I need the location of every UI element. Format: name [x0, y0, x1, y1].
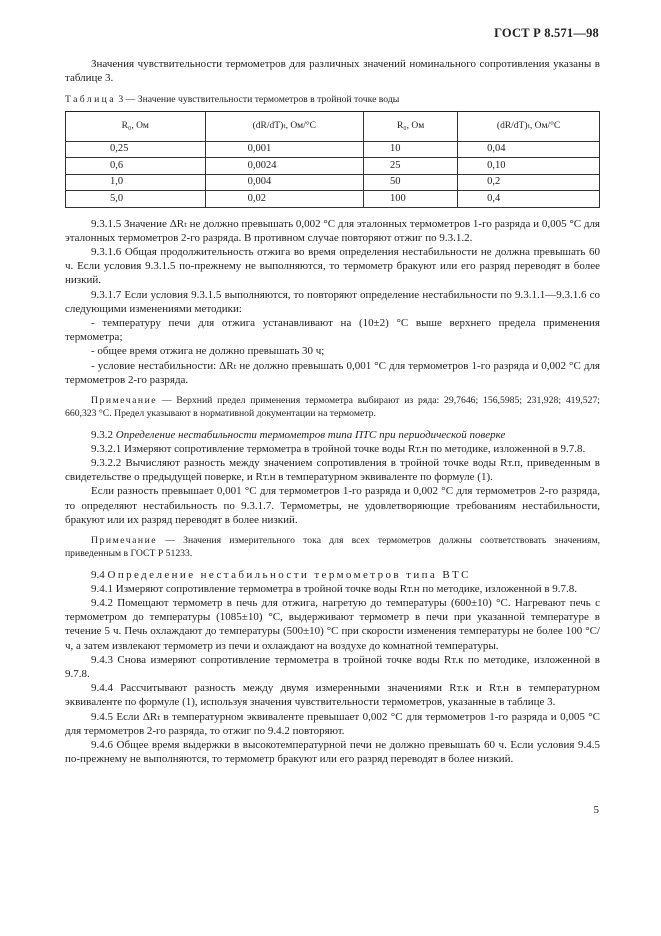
- page-number: 5: [593, 804, 599, 816]
- intro-paragraph: Значения чувствительности термометров для различных значений номинального сопротивления указаны в таблице 3.: [65, 58, 600, 85]
- table-cell: 0,4: [458, 191, 600, 208]
- sensitivity-table: [65, 111, 600, 208]
- table-cell: 0,6: [66, 158, 206, 175]
- col-header-sens-1: (dR/dT)ₜ, Ом/°С: [205, 111, 363, 141]
- table-header-row: [66, 111, 600, 141]
- table-cell: 50: [363, 174, 457, 191]
- table-cell: 0,02: [205, 191, 363, 208]
- paragraph-9-4-1: 9.4.1 Измеряют сопротивление термометра в тройной точке воды Rт.н по методике, изложенной в 9.7.8.: [91, 582, 578, 595]
- paragraph-9-3-1-7: 9.3.1.7 Если условия 9.3.1.5 выполняются, то повторяют определение нестабильности по 9.3.1.1—9.3.1.6 со следующими изменениями методики:: [65, 288, 600, 315]
- col-header-r0-2: R₀, Ом: [363, 111, 457, 141]
- table-cell: 0,04: [458, 141, 600, 158]
- note-upper-limit: [65, 395, 600, 421]
- list-item: - общее время отжига не должно превышать 30 ч;: [91, 345, 325, 358]
- table-cell: 0,001: [205, 141, 363, 158]
- note-label: Примечание: [91, 535, 158, 547]
- paragraph-9-3-1-6: 9.3.1.6 Общая продолжительность отжига во время определения нестабильности не должна превышать 60 ч. Если условия 9.3.1.5 по-прежнему не выполняются, то термометр бракуют или его разряд переводят в более низкий.: [65, 246, 600, 287]
- document-code-header: ГОСТ Р 8.571—98: [494, 26, 599, 40]
- table-caption-text: 3 — Значение чувствительности термометров в тройной точке воды: [118, 94, 400, 106]
- paragraph-9-4-2: 9.4.2 Помещают термометр в печь для отжига, нагретую до температуры (600±10) °С. Нагревают печь с термометром до температуры (1085±10) °С, выдерживают термометр в печи при указанной температуре в течение 5 ч. Печь охлаждают до температуры (500±10) °С при скорости изменения температуры не более 100 °С/ч, а затем извлекают термометр из печи и охлаждают на воздухе до комнатной температуры.: [65, 597, 600, 652]
- table-cell: 5,0: [66, 191, 206, 208]
- note-measuring-current: [65, 535, 600, 561]
- table-caption: [65, 93, 600, 107]
- section-number: 9.4: [91, 568, 105, 581]
- table-row: [66, 174, 600, 191]
- col-header-r0-1: R₀, Ом: [66, 111, 206, 141]
- table-cell: 10: [363, 141, 457, 158]
- paragraph-9-3-2-1: 9.3.2.1 Измеряют сопротивление термометра в тройной точке воды Rт.н по методике, изложенной в 9.7.8.: [91, 442, 586, 455]
- section-heading-9-4: [65, 568, 600, 582]
- paragraph-9-4-5: 9.4.5 Если ΔRₜ в температурном эквиваленте превышает 0,002 °С для термометров 1-го разряда и 0,005 °С для термометров 2-го разряда, то отжиг по 9.4.2 повторяют.: [65, 710, 600, 737]
- paragraph-9-3-2-2: 9.3.2.2 Вычисляют разность между значением сопротивления в тройной точке воды Rт.п, приведенным в свидетельстве о предыдущей поверке, и Rт.н в температурном эквиваленте по формуле (1).: [65, 457, 600, 484]
- table-cell: 0,10: [458, 158, 600, 175]
- table-cell: 1,0: [66, 174, 206, 191]
- section-title: Определение нестабильности термометров типа ПТС при периодической поверке: [115, 428, 506, 441]
- paragraph-9-3-2-2-continued: Если разность превышает 0,001 °С для термометров 1-го разряда и 0,002 °С для термометров 2-го разряда, то определяют нестабильность по 9.3.1.7. Термометры, не удовлетворяющие требованиям нестабильности, бракуют или их разряд переводят в более низкий.: [65, 485, 600, 526]
- col-header-sens-2: (dR/dT)ₜ, Ом/°С: [458, 111, 600, 141]
- table-caption-label: Таблица: [65, 94, 116, 106]
- note-text: — Верхний предел применения термометра выбирают из ряда: 29,7646; 156,5985; 231,928; 419,527; 660,323 °С. Предел указывают в нормативной документации на термометр.: [65, 395, 600, 419]
- list-item: - условие нестабильности: ΔRₜ не должно превышать 0,001 °С для термометров 1-го разряда и 0,002 °С для термометров 2-го разряда.: [65, 359, 600, 386]
- section-heading-9-3-2: [65, 428, 600, 442]
- paragraph-9-4-4: 9.4.4 Рассчитывают разность между двумя измеренными значениями Rт.к и Rт.н в температурном эквиваленте по формуле (1), используя значения чувствительности термометров, указанные в таблице 3.: [65, 682, 600, 709]
- table-cell: 100: [363, 191, 457, 208]
- paragraph-9-4-3: 9.4.3 Снова измеряют сопротивление термометра в тройной точке воды Rт.к по методике, изложенной в 9.7.8.: [65, 653, 600, 681]
- document-body: [65, 57, 600, 767]
- table-cell: 0,004: [205, 174, 363, 191]
- section-title: Определение нестабильности термометров типа ВТС: [107, 568, 471, 581]
- paragraph-9-4-6: 9.4.6 Общее время выдержки в высокотемпературной печи не должно превышать 60 ч. Если условия 9.4.5 по-прежнему не выполняются, то термометр бракуют или его разряд переводят в более низкий.: [65, 739, 600, 766]
- paragraph-9-3-1-5: 9.3.1.5 Значение ΔRₜ не должно превышать 0,002 °С для эталонных термометров 1-го разряда и 0,005 °С для эталонных термометров 2-го разряда. В противном случае повторяют отжиг по 9.3.1.2.: [65, 217, 600, 244]
- table-row: [66, 141, 600, 158]
- table-cell: 25: [363, 158, 457, 175]
- table-row: [66, 191, 600, 208]
- table-cell: 0,0024: [205, 158, 363, 175]
- table-row: [66, 158, 600, 175]
- section-number: 9.3.2: [91, 428, 113, 441]
- table-cell: 0,2: [458, 174, 600, 191]
- note-text: — Значения измерительного тока для всех термометров должны соответствовать значениям, приведенным в ГОСТ Р 51233.: [65, 535, 600, 559]
- list-item: - температуру печи для отжига устанавливают на (10±2) °С выше верхнего предела применения термометра;: [65, 317, 600, 344]
- table-cell: 0,25: [66, 141, 206, 158]
- note-label: Примечание: [91, 395, 158, 407]
